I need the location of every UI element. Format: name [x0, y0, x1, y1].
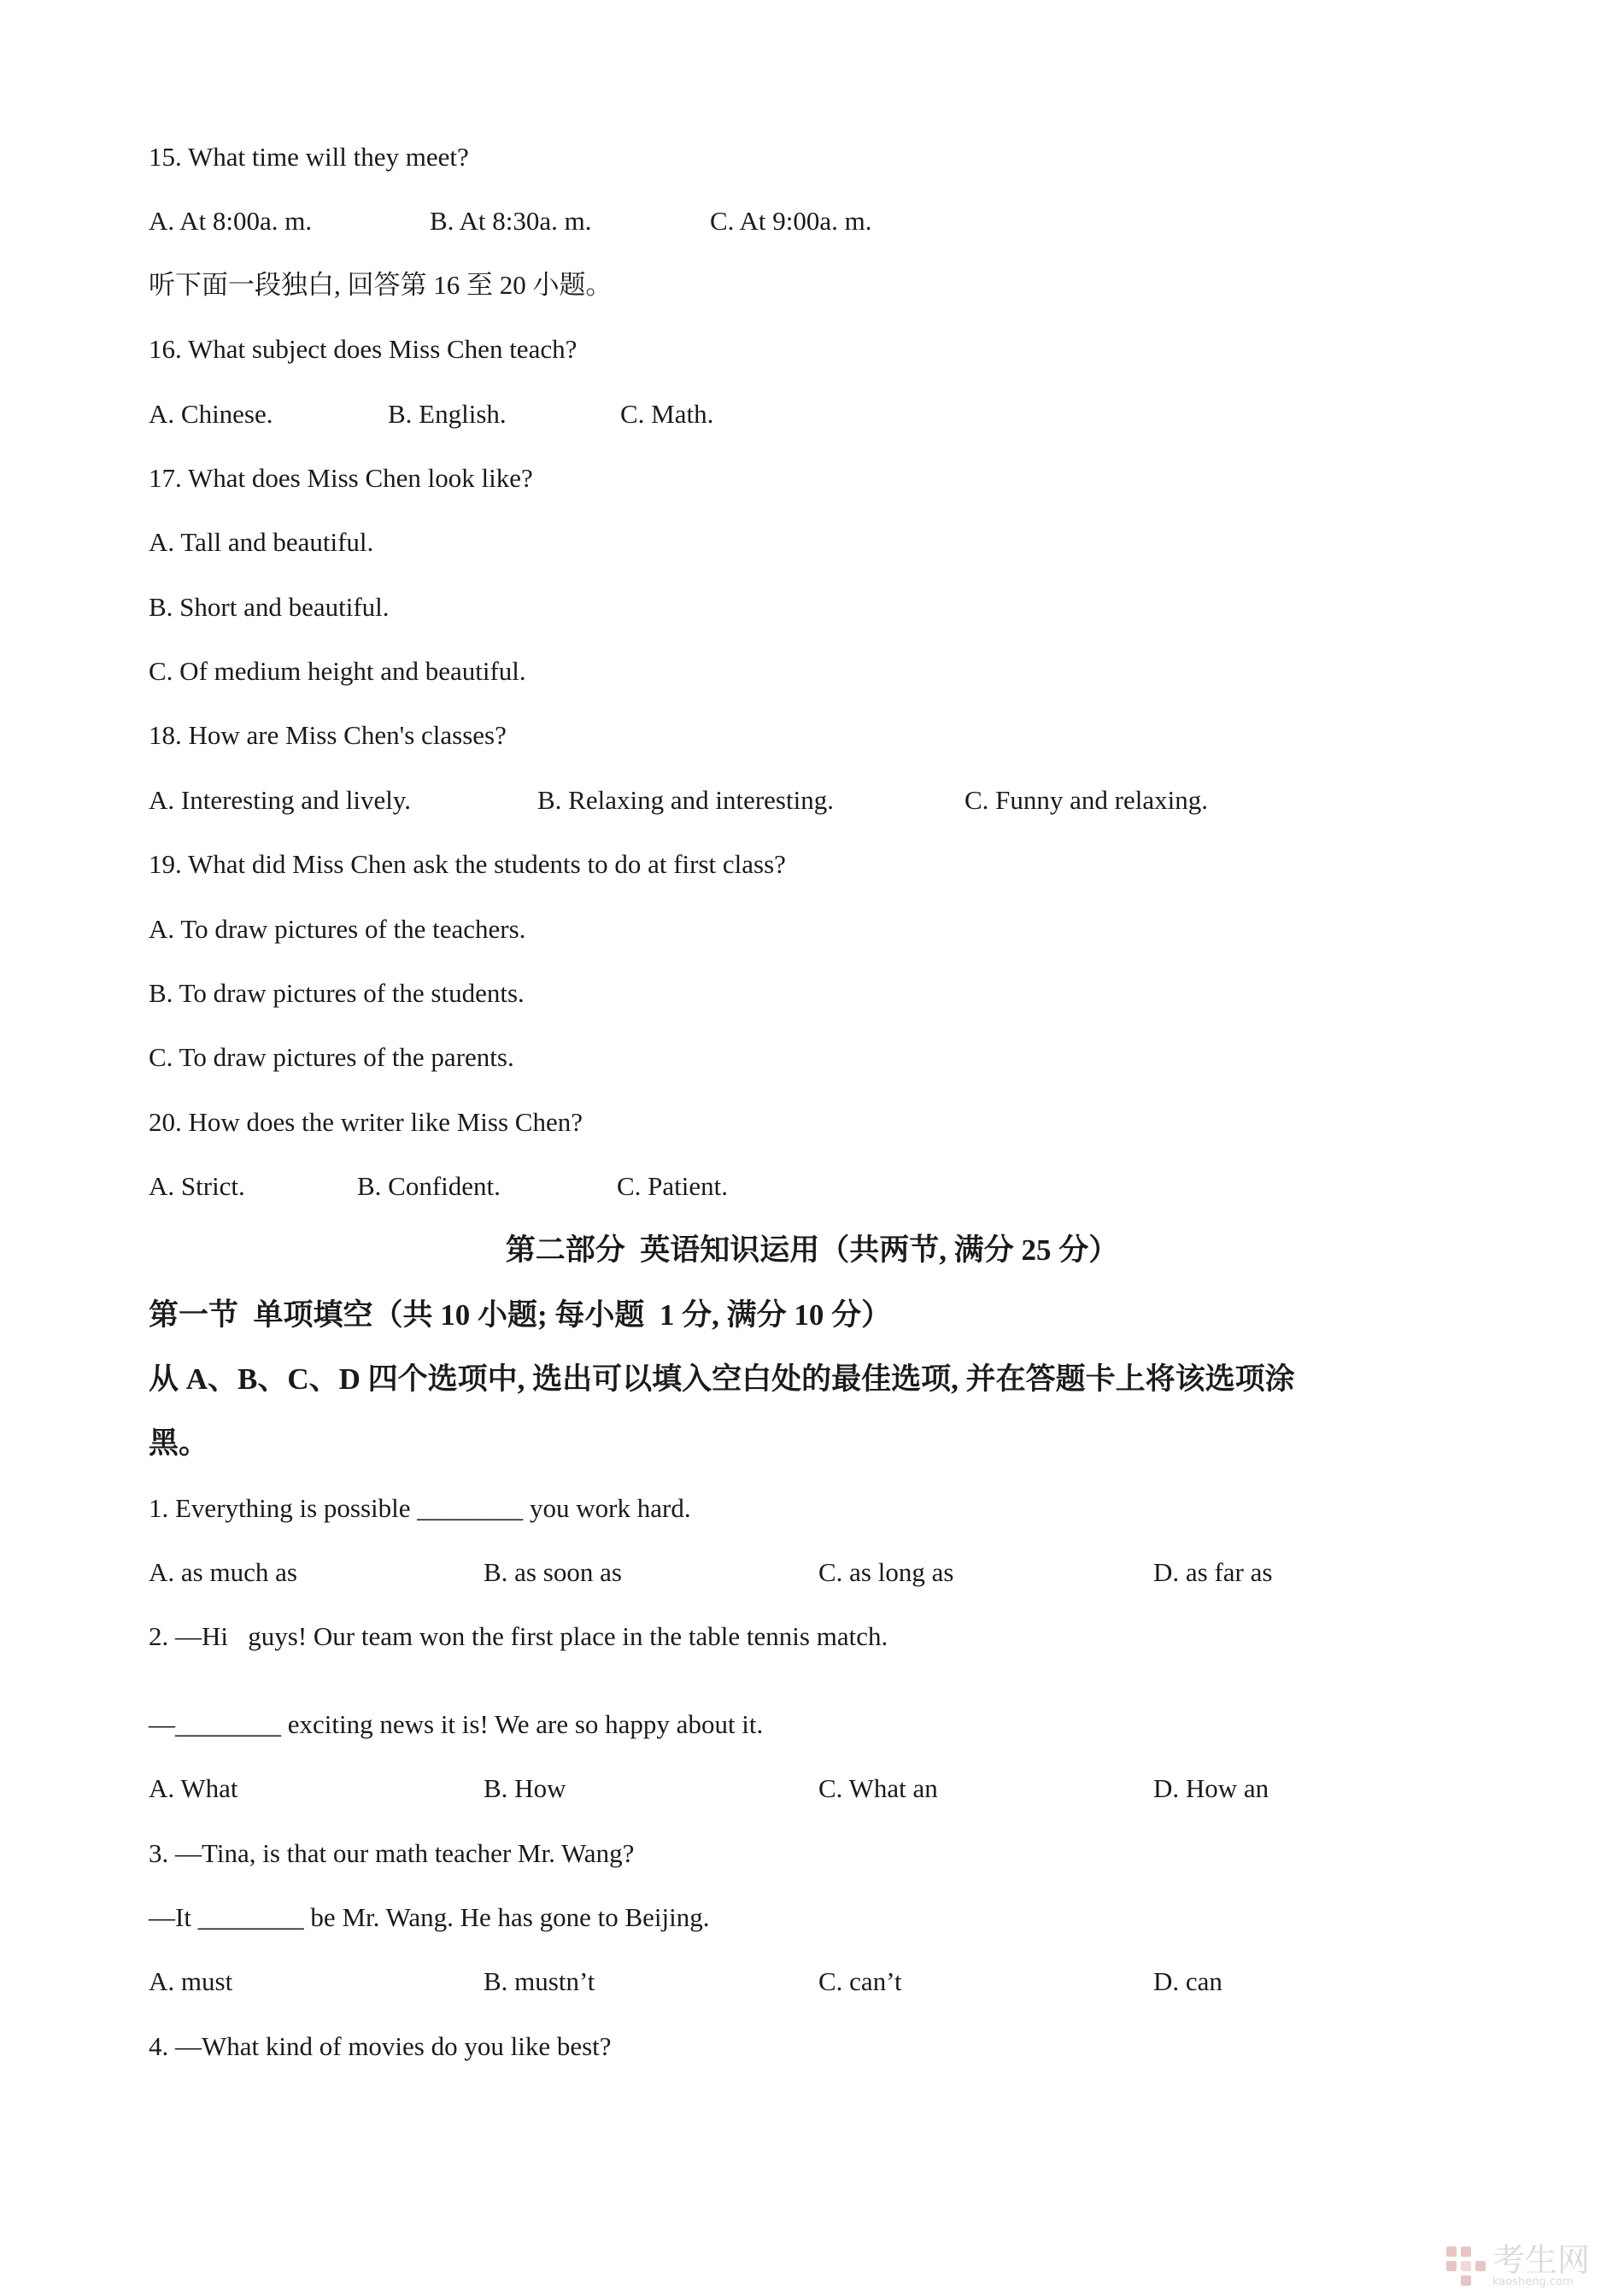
question-20: 20. How does the writer like Miss Chen?	[149, 1107, 583, 1137]
option-d: D. How an	[1153, 1773, 1269, 1803]
option-a: A. Interesting and lively.	[149, 785, 412, 815]
option-a: A. What	[149, 1773, 238, 1803]
option-b: B. as soon as	[484, 1557, 622, 1587]
option-c: C. What an	[818, 1773, 938, 1803]
option-b: B. At 8:30a. m.	[430, 206, 592, 236]
section-1-instruction-cont: 黑。	[149, 1426, 209, 1460]
option-c: C. Math.	[620, 399, 714, 429]
option-c: C. can’t	[818, 1966, 902, 1996]
question-17: 17. What does Miss Chen look like?	[149, 463, 533, 493]
item-3-answer: —It ________ be Mr. Wang. He has gone to Beijing.	[149, 1902, 710, 1932]
part-2-title: 第二部分 英语知识运用（共两节, 满分 25 分）	[505, 1233, 1119, 1267]
option-a: A. as much as	[149, 1557, 297, 1587]
item-2-question: 2. —Hi guys! Our team won the first place in the table tennis match.	[149, 1621, 888, 1651]
option-c: C. Funny and relaxing.	[964, 785, 1208, 815]
option-c: C. Patient.	[617, 1171, 729, 1201]
question-15: 15. What time will they meet?	[149, 142, 469, 172]
option-a: A. Chinese.	[149, 399, 273, 429]
option-a: A. Strict.	[149, 1171, 245, 1201]
option-a: A. At 8:00a. m.	[149, 206, 313, 236]
question-19: 19. What did Miss Chen ask the students to do at first class?	[149, 849, 786, 879]
question-17-option-c: C. Of medium height and beautiful.	[149, 656, 526, 686]
item-1: 1. Everything is possible ________ you work hard.	[149, 1493, 691, 1523]
option-d: D. as far as	[1153, 1557, 1273, 1587]
option-b: B. Confident.	[357, 1171, 501, 1201]
option-b: B. How	[484, 1773, 566, 1803]
section-1-title: 第一节 单项填空（共 10 小题; 每小题 1 分, 满分 10 分）	[149, 1298, 892, 1332]
section-1-instruction: 从 A、B、C、D 四个选项中, 选出可以填入空白处的最佳选项, 并在答题卡上将该选项涂	[149, 1362, 1295, 1396]
option-d: D. can	[1153, 1966, 1222, 1996]
question-19-option-c: C. To draw pictures of the parents.	[149, 1042, 514, 1072]
watermark-name: 考生网	[1492, 2241, 1590, 2279]
option-b: B. English.	[388, 399, 507, 429]
watermark-logo-icon	[1446, 2246, 1486, 2286]
question-19-option-a: A. To draw pictures of the teachers.	[149, 914, 526, 944]
watermark-domain: kaosheng.com	[1492, 2276, 1574, 2288]
instruction-16-20: 听下面一段独白, 回答第 16 至 20 小题。	[149, 270, 613, 300]
question-18: 18. How are Miss Chen's classes?	[149, 720, 507, 750]
option-b: B. Relaxing and interesting.	[537, 785, 834, 815]
question-17-option-b: B. Short and beautiful.	[149, 592, 390, 622]
item-3-question: 3. —Tina, is that our math teacher Mr. Wang?	[149, 1838, 635, 1868]
item-2-answer: —________ exciting news it is! We are so happy about it.	[149, 1709, 764, 1739]
question-16: 16. What subject does Miss Chen teach?	[149, 334, 577, 364]
item-4-question: 4. —What kind of movies do you like best?	[149, 2031, 612, 2061]
option-a: A. must	[149, 1966, 233, 1996]
option-c: C. At 9:00a. m.	[710, 206, 872, 236]
watermark	[1446, 2241, 1590, 2288]
option-c: C. as long as	[818, 1557, 954, 1587]
question-17-option-a: A. Tall and beautiful.	[149, 527, 374, 557]
option-b: B. mustn’t	[484, 1966, 595, 1996]
question-19-option-b: B. To draw pictures of the students.	[149, 978, 525, 1008]
